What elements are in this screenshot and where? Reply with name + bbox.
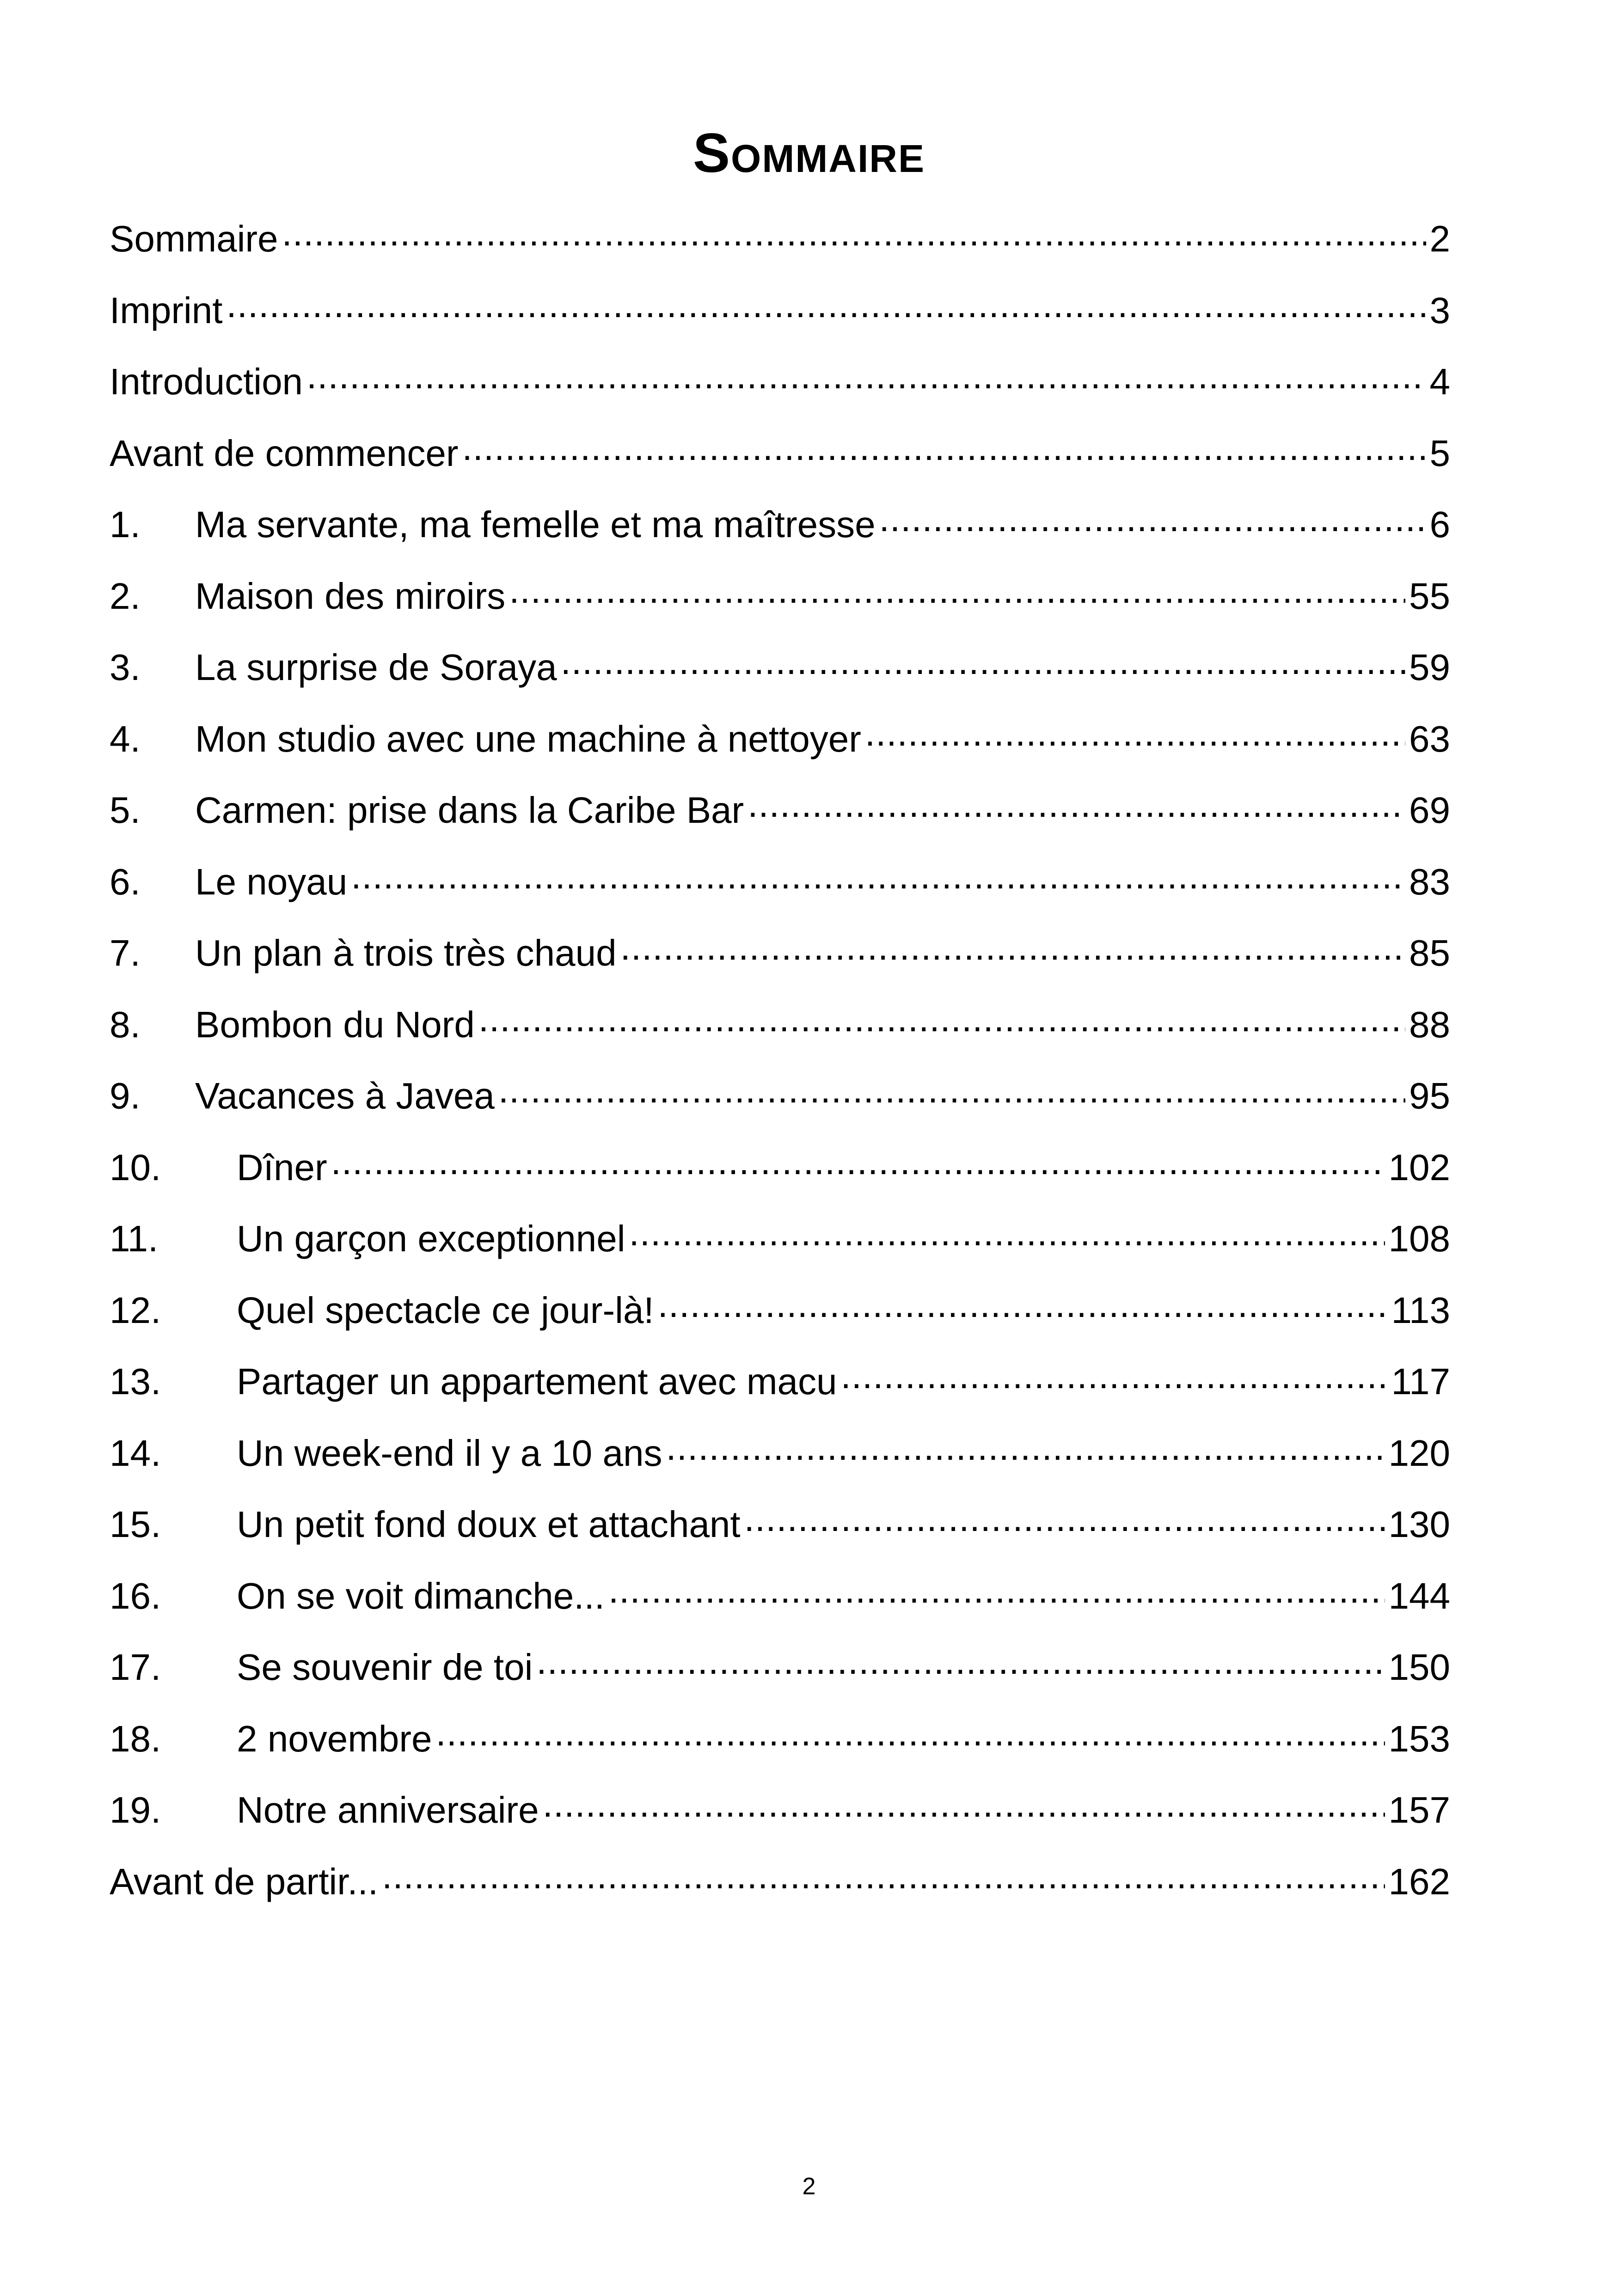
toc-entry-title: Un plan à trois très chaud [195,932,617,974]
toc-entry[interactable] [110,775,1450,846]
toc-entry-title: Le noyau [195,861,348,902]
toc-dot-leader [608,1572,1385,1609]
toc-dot-leader [666,1429,1385,1466]
toc-entry-title: Avant de partir... [110,1861,379,1902]
toc-entry-page: 88 [1409,1004,1450,1045]
toc-entry[interactable] [110,632,1450,704]
toc-entry-number: 3. [110,647,141,688]
toc-dot-leader [536,1643,1385,1680]
toc-entry-number: 14. [110,1432,161,1474]
toc-entry[interactable] [110,203,1450,275]
toc-entry-number: 7. [110,932,141,974]
toc-dot-leader [879,500,1426,537]
toc-entry-title: Un petit fond doux et attachant [237,1504,741,1545]
table-of-contents [110,203,1450,1917]
toc-entry[interactable] [110,561,1450,632]
toc-entry-number: 4. [110,718,141,759]
toc-entry-page: 120 [1388,1432,1450,1474]
toc-entry-title: Avant de commencer [110,432,459,474]
toc-entry[interactable] [110,704,1450,775]
toc-entry-title: On se voit dimanche... [237,1575,605,1616]
toc-entry-title: La surprise de Soraya [195,647,557,688]
toc-entry[interactable] [110,918,1450,989]
toc-entry-title: Notre anniversaire [237,1789,539,1831]
toc-entry-number: 12. [110,1289,161,1331]
toc-entry[interactable] [110,1346,1450,1418]
toc-entry-title: Sommaire [110,218,278,259]
toc-entry-number: 2. [110,575,141,617]
toc-entry-page: 150 [1388,1647,1450,1688]
toc-dot-leader [351,857,1405,894]
toc-entry[interactable] [110,1275,1450,1347]
toc-entry-page: 69 [1409,790,1450,831]
toc-dot-leader [841,1357,1388,1394]
toc-entry-number: 6. [110,861,141,902]
toc-entry[interactable] [110,1489,1450,1561]
toc-dot-leader [561,643,1405,680]
toc-dot-leader [543,1786,1385,1823]
toc-dot-leader [509,572,1405,609]
toc-entry-number: 19. [110,1789,161,1831]
toc-dot-leader [865,715,1405,752]
toc-entry-page: 153 [1388,1718,1450,1759]
toc-entry[interactable] [110,1561,1450,1632]
toc-entry-page: 108 [1388,1218,1450,1259]
toc-entry-title: Introduction [110,361,303,402]
toc-entry[interactable] [110,846,1450,918]
toc-entry[interactable] [110,418,1450,490]
toc-dot-leader [331,1143,1385,1180]
toc-entry-title: Ma servante, ma femelle et ma maîtresse [195,504,876,545]
toc-entry-page: 162 [1388,1861,1450,1902]
toc-entry[interactable] [110,1703,1450,1775]
toc-dot-leader [306,357,1426,394]
toc-entry-number: 16. [110,1575,161,1616]
toc-entry-page: 3 [1429,289,1450,331]
toc-entry-number: 18. [110,1718,161,1759]
toc-entry-number: 9. [110,1075,141,1116]
toc-dot-leader [282,214,1426,251]
toc-entry-title: Imprint [110,289,223,331]
page-number: 2 [802,2173,816,2200]
toc-entry[interactable] [110,1846,1450,1918]
toc-entry-title: Bombon du Nord [195,1004,475,1045]
toc-entry-page: 6 [1429,504,1450,545]
toc-entry-number: 11. [110,1218,159,1259]
toc-entry[interactable] [110,346,1450,418]
toc-entry-title: Vacances à Javea [195,1075,495,1116]
toc-entry[interactable] [110,275,1450,347]
toc-entry-page: 55 [1409,575,1450,617]
toc-entry-title: Un garçon exceptionnel [237,1218,625,1259]
toc-entry[interactable] [110,1418,1450,1489]
toc-entry[interactable] [110,1132,1450,1204]
toc-entry[interactable] [110,1775,1450,1846]
toc-entry-title: Un week-end il y a 10 ans [237,1432,662,1474]
toc-dot-leader [227,286,1426,323]
toc-entry-number: 17. [110,1647,161,1688]
toc-dot-leader [748,786,1405,823]
toc-entry-number: 8. [110,1004,141,1045]
toc-entry-page: 63 [1409,718,1450,759]
toc-dot-leader [658,1286,1388,1323]
toc-dot-leader [629,1214,1385,1251]
toc-dot-leader [498,1071,1405,1108]
toc-entry-page: 117 [1391,1361,1450,1402]
toc-entry-title: Maison des miroirs [195,575,506,617]
toc-entry-number: 15. [110,1504,161,1545]
toc-dot-leader [382,1857,1385,1894]
toc-entry-title: Dîner [237,1146,327,1188]
toc-entry-title: 2 novembre [237,1718,432,1759]
toc-dot-leader [478,1000,1405,1037]
toc-entry-page: 130 [1388,1504,1450,1545]
toc-entry-page: 144 [1388,1575,1450,1616]
toc-dot-leader [620,929,1405,966]
toc-entry-title: Mon studio avec une machine à nettoyer [195,718,861,759]
toc-entry-title: Se souvenir de toi [237,1647,533,1688]
toc-dot-leader [462,429,1426,466]
toc-entry-page: 157 [1388,1789,1450,1831]
toc-entry-page: 5 [1429,432,1450,474]
toc-entry-page: 83 [1409,861,1450,902]
toc-entry-page: 59 [1409,647,1450,688]
toc-entry-page: 102 [1388,1146,1450,1188]
toc-dot-leader [435,1714,1385,1751]
toc-entry-number: 5. [110,790,141,831]
toc-entry-number: 1. [110,504,141,545]
toc-entry[interactable] [110,489,1450,561]
toc-entry-page: 85 [1409,932,1450,974]
toc-entry-number: 13. [110,1361,161,1402]
toc-entry[interactable] [110,1203,1450,1275]
toc-entry-page: 2 [1429,218,1450,259]
toc-entry[interactable] [110,989,1450,1061]
toc-entry-page: 4 [1429,361,1450,402]
toc-entry-title: Carmen: prise dans la Caribe Bar [195,790,744,831]
toc-entry[interactable] [110,1060,1450,1132]
toc-entry-number: 10. [110,1146,161,1188]
toc-entry-page: 95 [1409,1075,1450,1116]
toc-entry-title: Partager un appartement avec macu [237,1361,837,1402]
toc-dot-leader [744,1500,1385,1537]
toc-entry-title: Quel spectacle ce jour-là! [237,1289,654,1331]
page-title: Sommaire [693,122,925,184]
toc-entry[interactable] [110,1632,1450,1703]
toc-entry-page: 113 [1391,1289,1450,1331]
